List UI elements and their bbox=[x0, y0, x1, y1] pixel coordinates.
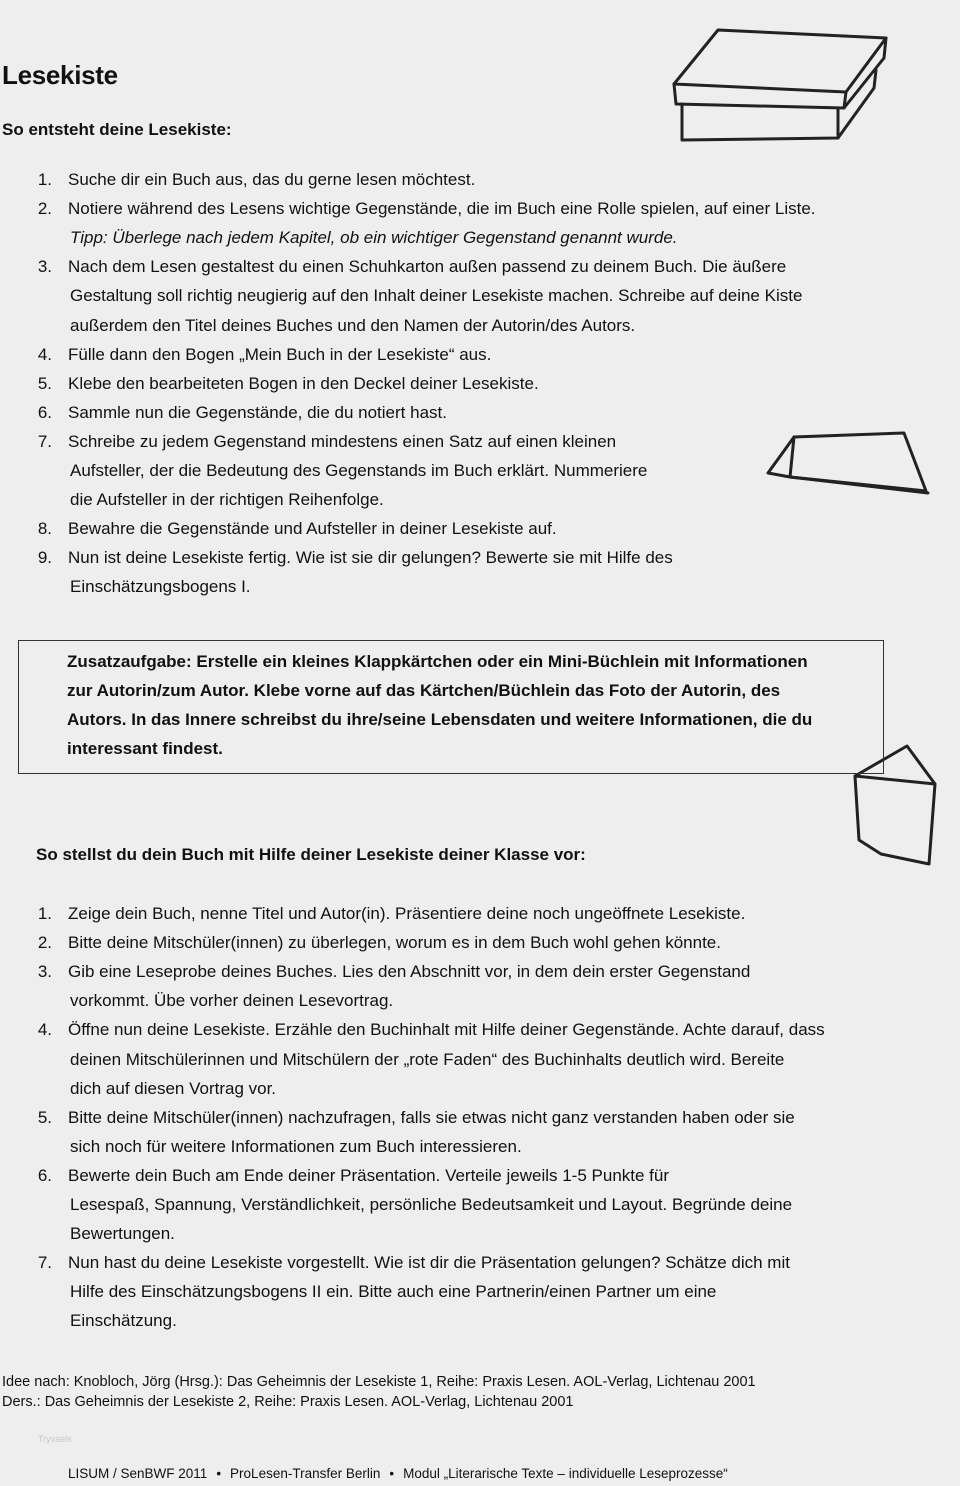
step-number: 2. bbox=[37, 199, 52, 219]
present-step-text: Nun hast du deine Lesekiste vorgestellt. Wie ist dir die Präsentation gelungen? Schätze dich mit bbox=[68, 1253, 790, 1273]
present-step-number: 4. bbox=[37, 1020, 52, 1040]
step-text: Aufsteller, der die Bedeutung des Gegenstands im Buch erklärt. Nummeriere bbox=[70, 461, 648, 480]
extra-task-line: Zusatzaufgabe: Erstelle ein kleines Klappkärtchen oder ein Mini-Büchlein mit Informationen bbox=[67, 652, 808, 671]
step-text: Suche dir ein Buch aus, das du gerne lesen möchtest. bbox=[68, 170, 476, 189]
extra-task-line: Autors. In das Innere schreibst du ihre/seine Lebensdaten und weitere Informationen, die du bbox=[67, 710, 813, 730]
present-step-number: 6. bbox=[37, 1165, 52, 1185]
tent-card-drawing-icon bbox=[760, 425, 940, 505]
footer-separator: • bbox=[216, 1466, 222, 1481]
presentation-heading: So stellst du dein Buch mit Hilfe deiner Lesekiste deiner Klasse vor: bbox=[36, 845, 586, 864]
present-step-text: Einschätzung. bbox=[70, 1311, 177, 1331]
watermark: Tryvaels bbox=[38, 1434, 72, 1444]
footer bbox=[68, 1466, 728, 1481]
step-text: Nun ist deine Lesekiste fertig. Wie ist sie dir gelungen? Bewerte sie mit Hilfe des bbox=[68, 548, 673, 568]
step-text: außerdem den Titel deines Buches und den Namen der Autorin/des Autors. bbox=[70, 315, 636, 335]
present-step-number: 3. bbox=[37, 962, 52, 982]
step-text: Klebe den bearbeiteten Bogen in den Deckel deiner Lesekiste. bbox=[68, 373, 539, 393]
step-text: Schreibe zu jedem Gegenstand mindestens einen Satz auf einen kleinen bbox=[68, 431, 617, 451]
footer-org: LISUM / SenBWF 2011 bbox=[68, 1466, 208, 1481]
present-step-text: Bitte deine Mitschüler(innen) zu überlegen, worum es in dem Buch wohl gehen könnte. bbox=[68, 933, 721, 953]
step-text: Gestaltung soll richtig neugierig auf den Inhalt deiner Lesekiste machen. Schreibe auf deine Kiste bbox=[70, 286, 803, 306]
step-text: Nach dem Lesen gestaltest du einen Schuhkarton außen passend zu deinem Buch. Die äußere bbox=[68, 257, 787, 277]
footer-module: Modul „Literarische Texte – individuelle Leseprozesse“ bbox=[403, 1466, 728, 1481]
step-number: 7. bbox=[37, 431, 52, 451]
page-title: Lesekiste bbox=[2, 60, 118, 90]
present-step-text: dich auf diesen Vortrag vor. bbox=[70, 1078, 277, 1098]
footer-program: ProLesen-Transfer Berlin bbox=[230, 1466, 381, 1481]
shoebox-drawing-icon bbox=[668, 20, 898, 145]
present-step-text: Hilfe des Einschätzungsbogens II ein. Bitte auch eine Partnerin/einen Partner um eine bbox=[70, 1282, 717, 1302]
step-text: Sammle nun die Gegenstände, die du notiert hast. bbox=[68, 402, 447, 422]
source-line: Idee nach: Knobloch, Jörg (Hrsg.): Das Geheimnis der Lesekiste 1, Reihe: Praxis Lesen. AOL-Verlag, Lichtenau 2001 bbox=[2, 1374, 756, 1390]
present-step-text: Bewertungen. bbox=[70, 1224, 175, 1244]
extra-task-line: zur Autorin/zum Autor. Klebe vorne auf das Kärtchen/Büchlein das Foto der Autorin, des bbox=[67, 681, 781, 701]
step-text: Einschätzungsbogens I. bbox=[70, 577, 251, 597]
present-step-text: sich noch für weitere Informationen zum Buch interessieren. bbox=[70, 1136, 522, 1156]
present-step-text: Öffne nun deine Lesekiste. Erzähle den Buchinhalt mit Hilfe deiner Gegenstände. Achte darauf, dass bbox=[68, 1020, 825, 1040]
present-step-text: deinen Mitschülerinnen und Mitschülern der „rote Faden“ des Buchinhalts deutlich wird. Bereite bbox=[70, 1049, 785, 1069]
step-tip: Tipp: Überlege nach jedem Kapitel, ob ein wichtiger Gegenstand genannt wurde. bbox=[70, 228, 678, 248]
present-step-text: Bitte deine Mitschüler(innen) nachzufragen, falls sie etwas nicht ganz verstanden haben oder sie bbox=[68, 1107, 795, 1127]
present-step-number: 1. bbox=[37, 904, 52, 923]
step-text: Fülle dann den Bogen „Mein Buch in der Lesekiste“ aus. bbox=[68, 344, 492, 364]
footer-separator: • bbox=[389, 1466, 395, 1481]
present-step-number: 5. bbox=[37, 1107, 52, 1127]
step-text: Bewahre die Gegenstände und Aufsteller in deiner Lesekiste auf. bbox=[68, 519, 557, 539]
present-step-number: 2. bbox=[37, 933, 52, 953]
step-number: 6. bbox=[37, 402, 52, 422]
step-number: 5. bbox=[37, 373, 52, 393]
source-line: Ders.: Das Geheimnis der Lesekiste 2, Reihe: Praxis Lesen. AOL-Verlag, Lichtenau 2001 bbox=[2, 1394, 574, 1410]
present-step-number: 7. bbox=[37, 1253, 52, 1273]
present-step-text: Zeige dein Buch, nenne Titel und Autor(in). Präsentiere deine noch ungeöffnete Lesekiste. bbox=[68, 904, 746, 923]
step-number: 3. bbox=[37, 257, 52, 277]
step-number: 9. bbox=[37, 548, 52, 568]
present-step-text: Gib eine Leseprobe deines Buches. Lies den Abschnitt vor, in dem dein erster Gegenstand bbox=[68, 962, 751, 982]
intro-heading: So entsteht deine Lesekiste: bbox=[2, 120, 232, 139]
step-number: 4. bbox=[37, 344, 52, 364]
present-step-text: Bewerte dein Buch am Ende deiner Präsentation. Verteile jeweils 1-5 Punkte für bbox=[68, 1165, 670, 1185]
step-number: 1. bbox=[37, 170, 52, 189]
extra-task-line: interessant findest. bbox=[67, 739, 223, 759]
present-step-text: Lesespaß, Spannung, Verständlichkeit, persönliche Bedeutsamkeit und Layout. Begründe deine bbox=[70, 1195, 793, 1214]
step-number: 8. bbox=[37, 519, 52, 539]
present-step-text: vorkommt. Übe vorher deinen Lesevortrag. bbox=[70, 991, 394, 1011]
step-text: Notiere während des Lesens wichtige Gegenstände, die im Buch eine Rolle spielen, auf einer Liste. bbox=[68, 199, 816, 219]
step-text: die Aufsteller in der richtigen Reihenfolge. bbox=[70, 490, 384, 510]
